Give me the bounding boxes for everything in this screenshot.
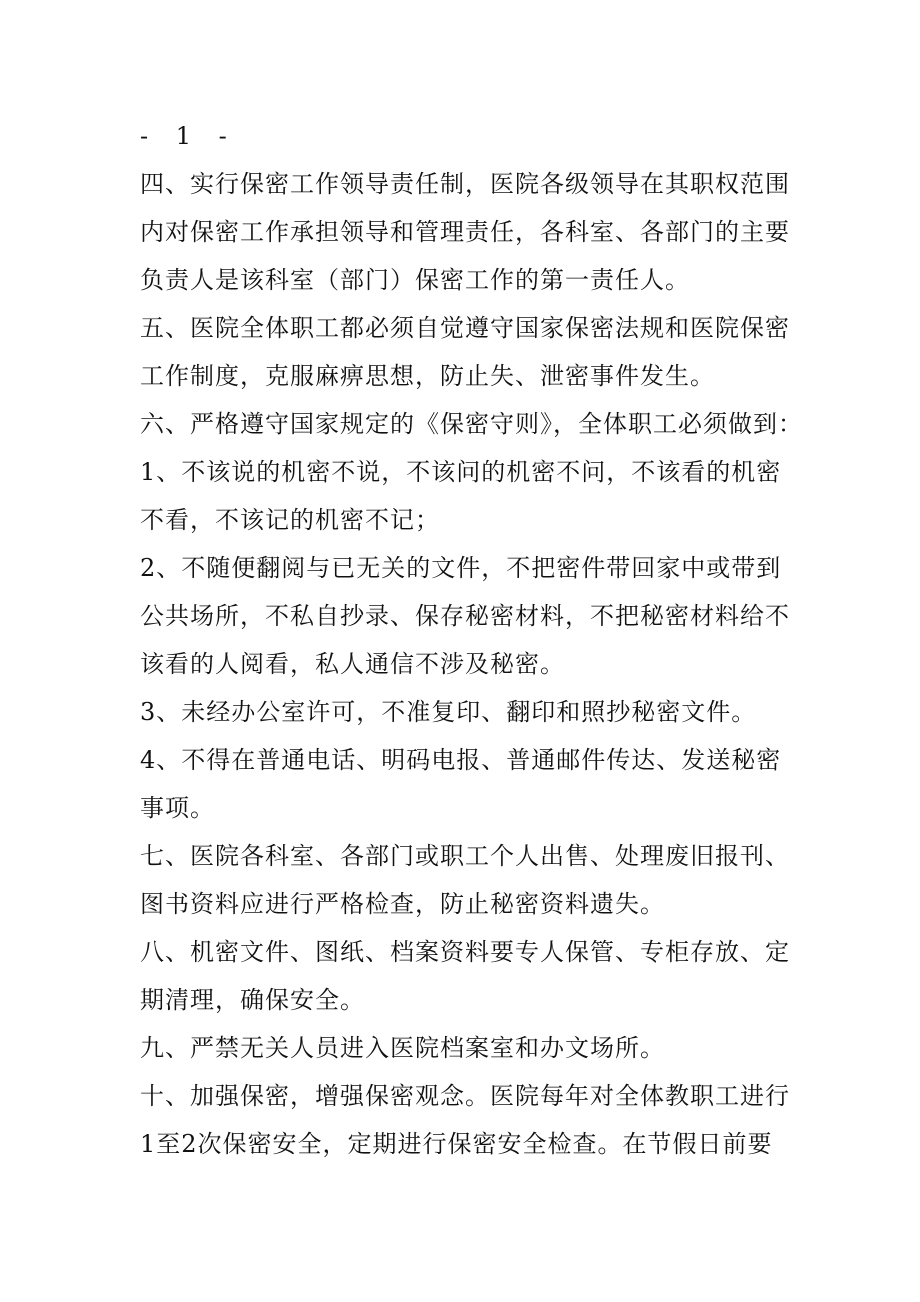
- text-line: 九、严禁无关人员进入医院档案室和办文场所。: [140, 1034, 665, 1062]
- text-line: 不看，不该记的机密不记；: [140, 506, 440, 534]
- text-line: 公共场所，不私自抄录、保存秘密材料，不把秘密材料给不: [140, 602, 790, 630]
- text-line: 十、加强保密，增强保密观念。医院每年对全体教职工进行: [140, 1082, 790, 1110]
- text-line: 图书资料应进行严格检查，防止秘密资料遗失。: [140, 890, 665, 918]
- text-line: 负责人是该科室（部门）保密工作的第一责任人。: [140, 266, 690, 294]
- text-line: 3、未经办公室许可，不准复印、翻印和照抄秘密文件。: [140, 698, 757, 726]
- text-line: 期清理，确保安全。: [140, 986, 365, 1014]
- text-line: 2、不随便翻阅与已无关的文件，不把密件带回家中或带到: [140, 554, 782, 582]
- text-line: 内对保密工作承担领导和管理责任，各科室、各部门的主要: [140, 218, 790, 246]
- text-line: 1、不该说的机密不说，不该问的机密不问，不该看的机密: [140, 458, 782, 486]
- text-line: 1至2次保密安全，定期进行保密安全检查。在节假日前要: [140, 1130, 773, 1158]
- text-line: 四、实行保密工作领导责任制，医院各级领导在其职权范围: [140, 170, 790, 198]
- text-line: 八、机密文件、图纸、档案资料要专人保管、专柜存放、定: [140, 938, 790, 966]
- text-line: 七、医院各科室、各部门或职工个人出售、处理废旧报刊、: [140, 842, 790, 870]
- text-line: 五、医院全体职工都必须自觉遵守国家保密法规和医院保密: [140, 314, 790, 342]
- text-line: 工作制度，克服麻痹思想，防止失、泄密事件发生。: [140, 362, 715, 390]
- text-line: 事项。: [140, 794, 215, 822]
- text-line: 该看的人阅看，私人通信不涉及秘密。: [140, 650, 565, 678]
- page-number: - 1 -: [140, 122, 237, 150]
- text-line: 六、严格遵守国家规定的《保密守则》，全体职工必须做到：: [140, 410, 803, 438]
- text-line: 4、不得在普通电话、明码电报、普通邮件传达、发送秘密: [140, 746, 782, 774]
- document-body: [140, 118, 803, 1174]
